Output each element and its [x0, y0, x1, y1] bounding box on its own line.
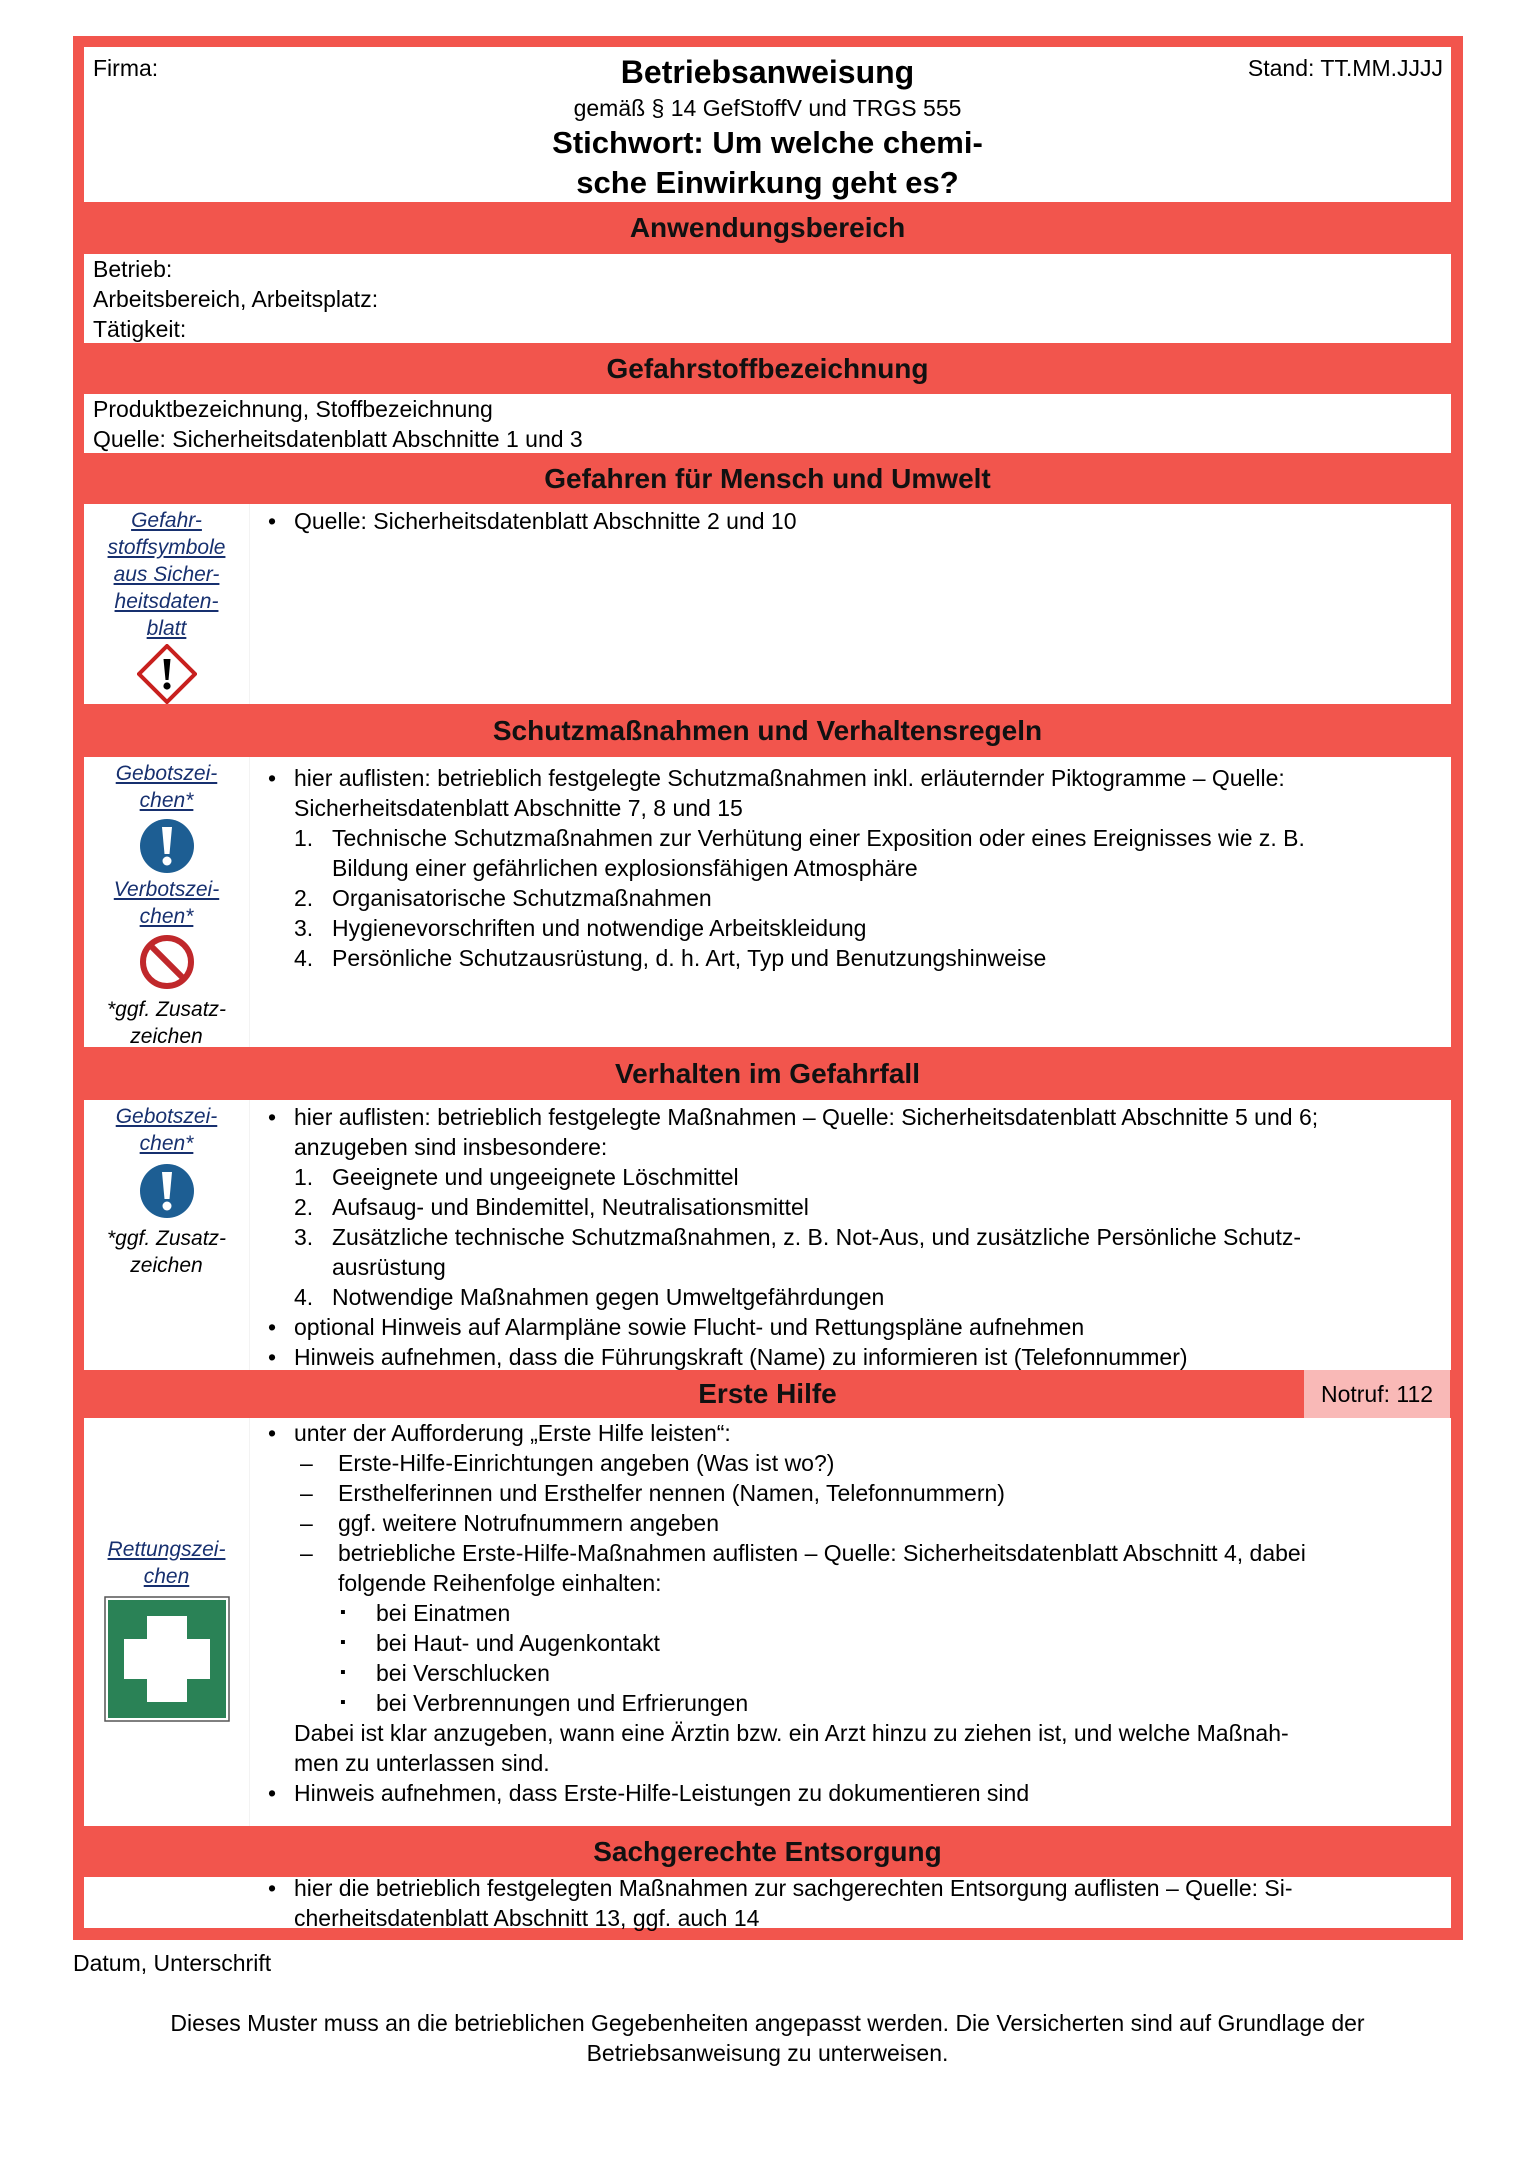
right-column-entsorgung — [250, 1873, 1451, 1933]
section-body-anwendungsbereich — [84, 254, 1451, 343]
list-item: • unter der Aufforderung „Erste Hilfe leisten“: — [268, 1420, 731, 1446]
list-item: • optional Hinweis auf Alarmpläne sowie Flucht- und Rettungspläne aufnehmen — [268, 1314, 1085, 1340]
left-column-gefahrfall — [84, 1100, 250, 1370]
stand-label: Stand: TT.MM.JJJJ — [1247, 55, 1443, 81]
numbered-item: 4. Notwendige Maßnahmen gegen Umweltgefährdungen — [294, 1284, 885, 1310]
betrieb-field-label: Betrieb: — [93, 256, 173, 282]
numbered-item: 4. Persönliche Schutzausrüstung, d. h. Art, Typ und Benutzungshinweise — [294, 945, 1047, 971]
right-column-gefahrfall — [250, 1102, 1451, 1372]
section-header-schutzmassnahmen: Schutzmaßnahmen und Verhaltensregeln — [492, 715, 1043, 746]
dash-item: – betriebliche Erste-Hilfe-Maßnahmen auflisten – Quelle: Sicherheitsdatenblatt Abschnitt 4, dabei folgende Reihenfolge einhalten: — [300, 1540, 1306, 1596]
dash-item: – Erste-Hilfe-Einrichtungen angeben (Was ist wo?) — [300, 1450, 835, 1476]
square-item: ▪ bei Haut- und Augenkontakt — [340, 1630, 660, 1656]
arzt-hinweis: Dabei ist klar anzugeben, wann eine Ärztin bzw. ein Arzt hinzu zu ziehen ist, und welche Maßnah- men zu unterlassen sind. — [294, 1720, 1289, 1776]
list-item: • Hinweis aufnehmen, dass Erste-Hilfe-Leistungen zu dokumentieren sind — [268, 1780, 1030, 1806]
signature-label: Datum, Unterschrift — [73, 1950, 272, 1976]
list-item: • hier auflisten: betrieblich festgelegte Maßnahmen – Quelle: Sicherheitsdatenblatt Abschnitte 5 und 6; anzugeben sind insbesondere: — [268, 1104, 1319, 1160]
page-title: Betriebsanweisung — [620, 54, 915, 90]
quelle-label: Quelle: Sicherheitsdatenblatt Abschnitte 1 und 3 — [93, 426, 583, 452]
section-header-gefahrstoff: Gefahrstoffbezeichnung — [606, 353, 929, 384]
list-item: • hier auflisten: betrieblich festgelegte Schutzmaßnahmen inkl. erläuternder Piktogramme – Quelle: Sicherheitsdatenblatt Abschnitte 7, 8 und 15 — [268, 765, 1285, 821]
zusatzzeichen-note: *ggf. Zusatz- zeichen — [106, 1227, 227, 1277]
section-header-gefahren: Gefahren für Mensch und Umwelt — [544, 463, 991, 494]
keyword-line-2: sche Einwirkung geht es? — [576, 165, 959, 200]
taetigkeit-field-label: Tätigkeit: — [93, 316, 187, 342]
produkt-label: Produktbezeichnung, Stoffbezeichnung — [93, 396, 493, 422]
gebotszeichen-link[interactable]: Gebotszei- chen* — [115, 1105, 218, 1155]
section-header-erste-hilfe: Erste Hilfe — [698, 1378, 837, 1409]
keyword-line-1: Stichwort: Um welche chemi- — [552, 125, 983, 160]
numbered-item: 3. Hygienevorschriften und notwendige Arbeitskleidung — [294, 915, 867, 941]
firma-label: Firma: — [93, 55, 159, 81]
gefahrstoffsymbole-link[interactable]: Gefahr- stoffsymbole aus Sicher- heitsdaten- blatt — [107, 509, 226, 640]
arbeitsbereich-field-label: Arbeitsbereich, Arbeitsplatz: — [93, 286, 379, 312]
square-item: ▪ bei Verschlucken — [340, 1660, 550, 1686]
page-subtitle: gemäß § 14 GefStoffV und TRGS 555 — [573, 95, 962, 121]
right-column-gefahren — [250, 506, 1451, 536]
right-column-erste-hilfe — [250, 1418, 1451, 1808]
section-body-gefahrstoff — [84, 394, 1451, 453]
verbotszeichen-link[interactable]: Verbotszei- chen* — [113, 878, 220, 928]
square-item: ▪ bei Einatmen — [340, 1600, 511, 1626]
dash-item: – Ersthelferinnen und Ersthelfer nennen (Namen, Telefonnummern) — [300, 1480, 1005, 1506]
notruf-badge: Notruf: 112 — [1304, 1370, 1450, 1418]
gebotszeichen-link[interactable]: Gebotszei- chen* — [115, 762, 218, 812]
header-panel — [84, 47, 1451, 202]
section-body-gefahrfall — [84, 1100, 1451, 1370]
mandatory-sign-icon — [139, 1163, 195, 1219]
dash-item: – ggf. weitere Notrufnummern angeben — [300, 1510, 719, 1536]
numbered-item: 1. Technische Schutzmaßnahmen zur Verhütung einer Exposition oder eines Ereignisses wie z. B. Bildung einer gefährlichen explosionsfähigen Atmosphäre — [294, 825, 1305, 881]
list-item: • hier die betrieblich festgelegten Maßnahmen zur sachgerechten Entsorgung auflisten – Quelle: Si- cherheitsdatenblatt Abschnitt 13, ggf. auch 14 — [268, 1875, 1293, 1931]
mandatory-sign-icon — [139, 818, 195, 874]
list-item: • Hinweis aufnehmen, dass die Führungskraft (Name) zu informieren ist (Telefonnummer) — [268, 1344, 1188, 1370]
numbered-item: 2. Aufsaug- und Bindemittel, Neutralisationsmittel — [294, 1194, 809, 1220]
rettungszeichen-link[interactable]: Rettungszei- chen — [107, 1538, 226, 1588]
footer-note: Dieses Muster muss an die betrieblichen Gegebenheiten angepasst werden. Die Versicherten sind auf Grundlage der Betriebsanweisung zu unterweisen. — [170, 2010, 1365, 2066]
section-header-gefahrfall: Verhalten im Gefahrfall — [615, 1058, 920, 1089]
square-item: ▪ bei Verbrennungen und Erfrierungen — [340, 1690, 749, 1716]
section-body-schutzmassnahmen — [84, 757, 1451, 1047]
first-aid-sign-icon — [104, 1596, 230, 1722]
title-block — [84, 51, 1451, 203]
list-item: • Quelle: Sicherheitsdatenblatt Abschnitte 2 und 10 — [268, 508, 797, 534]
zusatzzeichen-note: *ggf. Zusatz- zeichen — [106, 998, 227, 1048]
numbered-item: 3. Zusätzliche technische Schutzmaßnahmen, z. B. Not-Aus, und zusätzliche Persönliche Schutz- ausrüstung — [294, 1224, 1302, 1280]
ghs-exclamation-icon — [137, 644, 197, 704]
section-body-gefahren — [84, 504, 1451, 704]
numbered-item: 1. Geeignete und ungeeignete Löschmittel — [294, 1164, 739, 1190]
right-column-schutz — [250, 763, 1451, 973]
numbered-item: 2. Organisatorische Schutzmaßnahmen — [294, 885, 712, 911]
section-body-entsorgung — [84, 1875, 1451, 1931]
left-column-gefahren — [84, 504, 250, 704]
left-column-schutz — [84, 757, 250, 1047]
prohibition-sign-icon — [139, 934, 195, 990]
section-header-anwendungsbereich: Anwendungsbereich — [629, 212, 906, 243]
section-body-erste-hilfe — [84, 1418, 1451, 1826]
section-header-entsorgung: Sachgerechte Entsorgung — [593, 1836, 942, 1867]
left-column-erste-hilfe — [84, 1418, 250, 1826]
